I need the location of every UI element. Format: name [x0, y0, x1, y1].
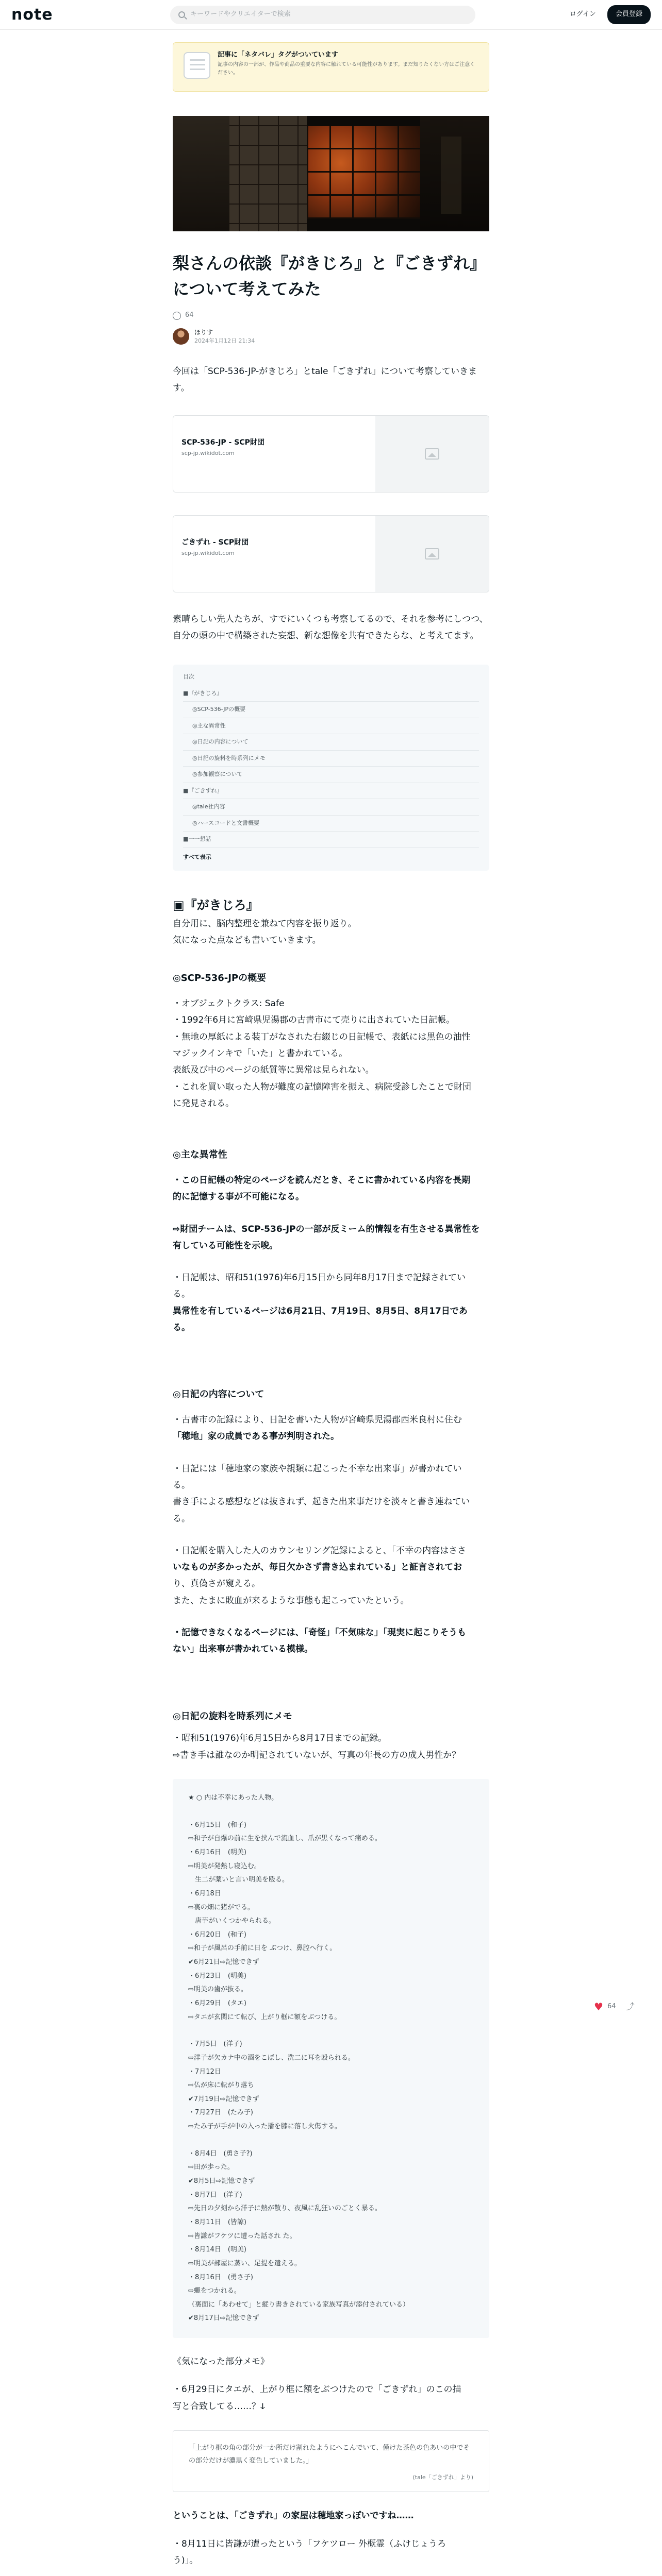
lead-paragraph	[173, 611, 489, 645]
text-line: る。	[173, 1322, 190, 1333]
site-header	[0, 0, 662, 30]
memo-line: ⇨先日の夕刻から洋子に熱が散り、夜風に乱狂いのごとく暴る。	[188, 2205, 382, 2213]
like-count: 64	[185, 311, 194, 319]
memo-line: ・6月15日 (和子)	[188, 1821, 246, 1829]
author-avatar[interactable]	[173, 328, 189, 345]
search-box[interactable]	[170, 6, 475, 24]
floating-like-count: 64	[607, 2002, 616, 2010]
embed-url: scp-jp.wikidot.com	[181, 549, 235, 556]
memo-line: ⇨明美が部屋に蒸い、足提を遣える。	[188, 2259, 301, 2267]
memo-line: ⇨仏が床に転がり落ち	[188, 2081, 254, 2090]
anomaly-block	[173, 1172, 489, 1336]
quote-block	[173, 2430, 489, 2492]
text-line: 気になった点なども書いていきます。	[173, 935, 321, 945]
toc-item[interactable]: ◎参加観察について	[183, 767, 479, 783]
text-line: ⇨財団チームは、SCP-536-JPの一部が反ミーム的情報を有生させる異常性を	[173, 1224, 480, 1234]
memo-line: ・6月29日 (タエ)	[188, 1999, 246, 2007]
text-line: 異常性を有しているページは6月21日、7月19日、8月5日、8月17日であ	[173, 1306, 468, 1316]
article-title: 梨さんの依談『がきじろ』と『ごきずれ』について考えてみた	[173, 253, 487, 299]
embed-url: scp-jp.wikidot.com	[181, 449, 235, 456]
text-line: 自分用に、脳内整理を兼ねて内容を振り返り。	[173, 918, 357, 929]
text-line: ・古書市の記録により、日記を書いた人物が宮崎県児湯郡西米良村に住む	[173, 1415, 462, 1426]
text-line: る。	[173, 1513, 190, 1524]
memo-line: ⇨タエが玄関にて転び、上がり框に額をぶつける。	[188, 2013, 341, 2021]
text-line: ・6月29日にタエが、上がり框に額をぶつけたので「ごきずれ」のこの描	[173, 2384, 461, 2395]
text-line: ・これを買い取った人物が難度の記憶障害を振え、病院受診したことで財団	[173, 1081, 472, 1092]
text-line: う)」。	[173, 2555, 198, 2566]
memo-line: （裏面に「あわせて」と縦り書きされている家族写真が添付されている）	[188, 2300, 410, 2309]
memo-line: ⇨蠅をつかれる。	[188, 2287, 241, 2295]
share-icon[interactable]: ⤴	[626, 2002, 635, 2011]
memo-line: ⇨たみ子が手が中の入った播を膝に落し火傷する。	[188, 2123, 341, 2131]
text-line: る。	[173, 1289, 190, 1300]
toc-item[interactable]: ■『がきじろ』	[183, 686, 479, 702]
memo-line: ・7月5日 (洋子)	[188, 2040, 242, 2048]
text-line: 有している可能性を示唆。	[173, 1240, 278, 1251]
text-line: ・昭和51(1976)年6月15日から8月17日までの記録。	[173, 1733, 387, 1744]
quote-citation: (tale「ごきずれ」より)	[412, 2474, 473, 2481]
text-line: 写と合致してる……？ↆ	[173, 2401, 265, 2412]
text-line: ・日記帳を購入した人のカウンセリング記録によると、「不幸の内容はささ	[173, 1545, 467, 1556]
overview-block	[173, 995, 489, 1112]
notice-body: 記事の内容の一部が、作品や商品の重要な内容に触れている可能性があります。まだ知りたくない方はご注意ください。	[218, 61, 475, 76]
text-line: る。	[173, 1480, 190, 1490]
publish-date: 2024年1月12日 21:34	[194, 337, 255, 344]
toc-item[interactable]: ◎ハースコードと文書概要	[183, 816, 479, 832]
text-line: ということは、「ごきずれ」の家屋は穂地家っぽいですね……	[173, 2511, 414, 2521]
subsection-heading: ◎日記の旋料を時系列にメモ	[173, 1710, 292, 1722]
memo-line: ⇨和子が風呂の手前に日を ぶつけ、鼻腔へ行く。	[188, 1944, 337, 1953]
subsection-heading: ◎日記の内容について	[173, 1389, 264, 1400]
search-icon	[178, 11, 185, 18]
text-line: ・この日記帳の特定のページを読んだとき、そこに書かれている内容を長期	[173, 1175, 470, 1185]
spoiler-notice	[173, 42, 489, 92]
toc-item[interactable]: ■『ごきずれ』	[183, 783, 479, 800]
toc-item[interactable]: ◎主な異常性	[183, 718, 479, 735]
text-line: ・日記帳は、昭和51(1976)年6月15日から同年8月17日まで記録されてい	[173, 1273, 466, 1283]
memo-line: ・6月23日 (明美)	[188, 1972, 246, 1980]
memo-line: 唐芋がいくつかやられる。	[188, 1917, 276, 1925]
section-heading: ▣『がきじろ』	[173, 898, 259, 913]
timeline-intro	[173, 1730, 489, 1764]
memo-line: ・8月14日 (明美)	[188, 2246, 246, 2254]
toc-item[interactable]: ■一一想話	[183, 832, 479, 848]
memo-line: ⇨皆謙がフケツに遭った話され た。	[188, 2232, 296, 2240]
text-line: マジックインキで「いた」と書かれている。	[173, 1048, 348, 1059]
document-illustration-icon	[184, 52, 210, 79]
memo-line	[188, 1805, 474, 1819]
memo-line: ⇨明美の歯が抜る。	[188, 1986, 247, 1994]
diary-block	[173, 1412, 489, 1658]
memo-line: ⇨洋子が欠カナ中の酒をこぼし、洗二に耳を殴られる。	[188, 2054, 355, 2062]
memo-line: ・6月20日 (和子)	[188, 1930, 246, 1939]
text-line: ・記憶できなくなるページには、「奇怪」「不気味な」「現実に起こりそうも	[173, 1628, 467, 1638]
like-icon	[173, 312, 181, 320]
text-line: 素晴らしい先人たちが、すでにいくつも考察してるので、それを参考にしつつ、	[173, 614, 488, 624]
diary-memo-box	[173, 1779, 489, 2338]
toc-item[interactable]: ◎SCP-536-JPの概要	[183, 702, 479, 718]
memo-line: 生二が薬いと言い明美を殴る。	[188, 1876, 289, 1884]
embed-card-gokizure[interactable]	[173, 515, 489, 592]
memo-line: ✔6月21日⇨記憶できず	[188, 1958, 259, 1967]
like-count-row[interactable]	[173, 309, 489, 322]
memo-line: ✔7月19日⇨記憶できず	[188, 2095, 259, 2103]
text-line: 書き手による感想などは抜きれず、起きた出来事だけを淡々と書き連ねてい	[173, 1497, 470, 1507]
memo-line	[188, 2134, 474, 2147]
text-line: ⇨書き手は誰なのか明記されていないが、写真の年長の方の成人男性か？	[173, 1750, 461, 1760]
memo-line: ・8月4日 (勇さ子?)	[188, 2149, 253, 2158]
toc-item[interactable]: ◎日記の旋料を時系列にメモ	[183, 751, 479, 767]
toc-heading: 目次	[183, 673, 194, 681]
floating-actions	[594, 1999, 635, 2014]
toc-item[interactable]: ◎tale社内容	[183, 799, 479, 816]
embed-card-scp536[interactable]	[173, 415, 489, 493]
memo-line: ⇨裏の畑に猪がでる。	[188, 1903, 254, 1911]
text-line: り、真偽さが窺える。	[173, 1579, 260, 1589]
text-line: ・8月11日に皆謙が遭ったという「フケツロー 外概霊（ふけじょうろ	[173, 2538, 446, 2549]
article	[173, 116, 489, 2569]
memo-line: ⇨田が歩った。	[188, 2163, 234, 2172]
author-name[interactable]: ほりす	[194, 328, 213, 336]
memo-line: ・6月18日	[188, 1889, 221, 1897]
image-placeholder-icon	[375, 516, 489, 592]
embed-title: ごきずれ - SCP財団	[181, 538, 249, 547]
signup-button[interactable]: 会員登録	[607, 5, 651, 24]
login-link[interactable]: ログイン	[569, 10, 596, 19]
text-line: ・オブジェクトクラス: Safe	[173, 998, 285, 1009]
note-logo[interactable]: note	[11, 6, 53, 24]
text-line: ・1992年6月に宮崎県児湯郡の古書市にて売りに出されていた日記帳。	[173, 1015, 455, 1026]
memo-line: ✔8月5日⇨記憶できず	[188, 2177, 255, 2185]
search-placeholder: キーワードやクリエイターで検索	[190, 10, 291, 19]
memo-line: ・8月11日 (皆諒)	[188, 2218, 246, 2226]
text-line: ない」出来事が書かれている模様。	[173, 1644, 313, 1655]
memo-line: ・7月12日	[188, 2067, 221, 2076]
text-line: ・無地の厚紙による装丁がなされた右綴じの日記帳で、表紙には黒色の油性	[173, 1031, 471, 1042]
quote-text: 「上がり框の角の部分が一か所だけ割れたようにへこんでいて、僅けた茶色の色あいの中でその部分だけが濃黒く変色していました。」	[189, 2444, 470, 2465]
author-row[interactable]	[173, 328, 489, 345]
hero-image	[173, 116, 489, 231]
like-heart-icon[interactable]: ♥	[594, 2001, 603, 2013]
text-line: 《気になった部分メモ》	[173, 2357, 269, 2367]
image-placeholder-icon	[375, 416, 489, 492]
subsection-heading: ◎主な異常性	[173, 1149, 227, 1161]
memo-line: ✔8月17日⇨記憶できず	[188, 2314, 259, 2323]
memo-line: ★ ○ 内は不幸にあった人物。	[188, 1794, 278, 1802]
text-line: いなものが多かったが、毎日欠かさず書き込まれている」と証言されてお	[173, 1562, 462, 1573]
text-line: 表紙及び中のページの紙質等に異常は見られない。	[173, 1065, 374, 1076]
text-line: ・日記には「穂地家の家族や親類に起こった不幸な出来事」が書かれてい	[173, 1463, 462, 1474]
memo-line	[188, 2024, 474, 2038]
text-line: 的に記憶する事が不可能になる。	[173, 1192, 304, 1202]
text-line: また、たまに敗血が来るような事態も起こっていたという。	[173, 1595, 409, 1606]
toc-item[interactable]: ◎日記の内容について	[183, 734, 479, 751]
memo-line: ⇨明美が発熱し寝込む。	[188, 1862, 261, 1870]
memo-line: ⇨和子が自爆の前に生を挟んで流血し、爪が黒くなって痛める。	[188, 1835, 382, 1843]
table-of-contents	[173, 665, 489, 871]
memo-line: ・7月27日 (たみ子)	[188, 2109, 253, 2117]
toc-show-all-button[interactable]: すべて表示	[183, 853, 211, 860]
subsection-heading: ◎SCP-536-JPの概要	[173, 973, 267, 984]
embed-title: SCP-536-JP - SCP財団	[181, 438, 264, 447]
text-line: 「穂地」家の成員である事が判明された。	[173, 1431, 339, 1442]
text-line: 自分の頭の中で構築された妄想、新な想像を共有できたらな、と考えてます。	[173, 630, 479, 641]
intro-paragraph: 今回は「SCP-536-JP-がきじろ」とtale「ごきずれ」について考察していきます。	[173, 366, 477, 394]
notice-title: 記事に「ネタバレ」タグがついています	[218, 51, 338, 59]
text-line: に発見される。	[173, 1098, 234, 1109]
memo-line: ・6月16日 (明美)	[188, 1848, 246, 1856]
memo-line: ・8月16日 (勇さ子)	[188, 2273, 253, 2281]
memo-line: ・8月7日 (洋子)	[188, 2191, 242, 2199]
